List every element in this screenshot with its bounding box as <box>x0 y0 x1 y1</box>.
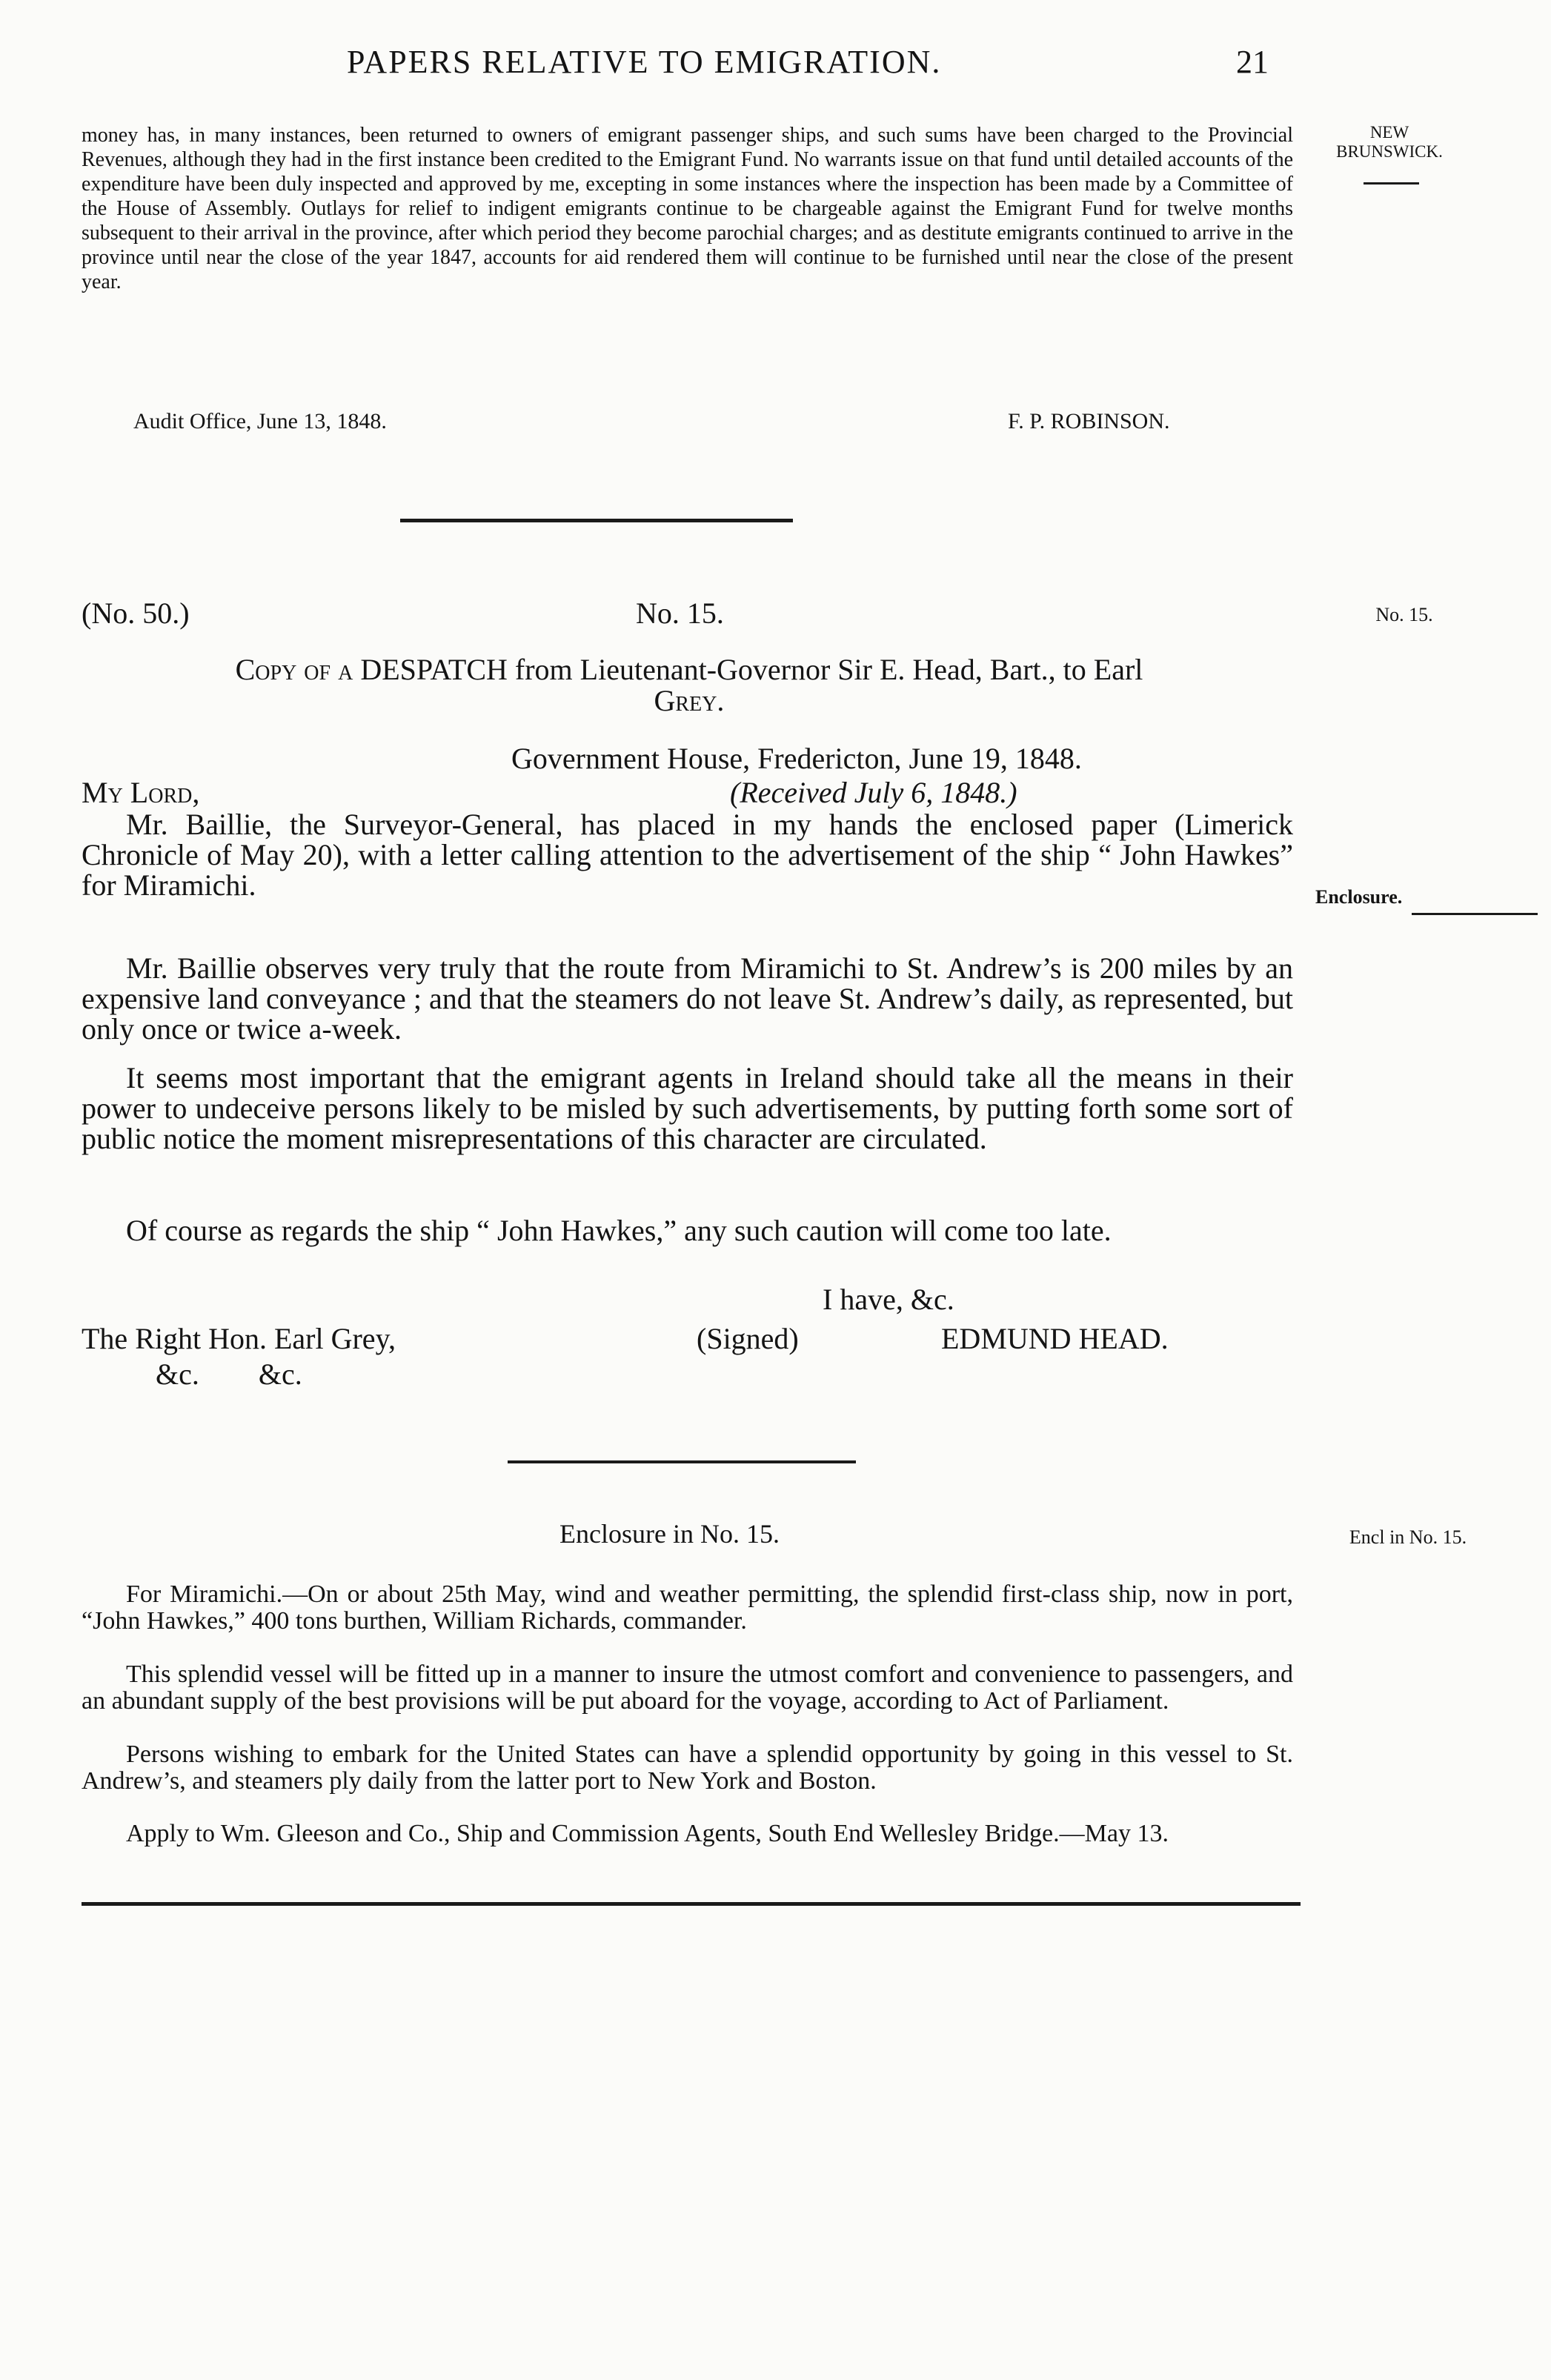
despatch-number: No. 15. <box>636 596 724 630</box>
robinson-signature: F. P. ROBINSON. <box>1008 409 1170 433</box>
despatch-paren-number: (No. 50.) <box>82 596 190 630</box>
despatch-title-main: DESPATCH from Lieutenant-Governor Sir E. Head, Bart., to Earl <box>360 653 1143 686</box>
despatch-location-date: Government House, Fredericton, June 19, 1848. <box>511 742 1082 775</box>
section-divider <box>400 519 793 522</box>
despatch-title <box>82 654 1297 685</box>
despatch-title-prefix: Copy of a <box>235 653 353 686</box>
margin-enclosure-number: Encl in No. 15. <box>1349 1526 1467 1548</box>
despatch-paragraph-2: Mr. Baillie observes very truly that the route from Miramichi to St. Andrew’s is 200 miles by an expensive land conveyance ; and that the steamers do not leave St. Andrew’s daily, as represented, but only once or twice a-week. <box>82 951 1293 1046</box>
section-divider-2 <box>508 1460 856 1463</box>
enclosure-paragraph-4: Apply to Wm. Gleeson and Co., Ship and Commission Agents, South End Wellesley Bridge.—May 13. <box>126 1820 1169 1847</box>
page-end-rule <box>82 1902 1301 1906</box>
page-number: 21 <box>1236 44 1269 80</box>
despatch-received: (Received July 6, 1848.) <box>730 776 1017 809</box>
despatch-title-line2: Grey. <box>654 684 725 717</box>
margin-enclosure-note: Enclosure. <box>1315 886 1403 908</box>
enclosure-paragraph-2: This splendid vessel will be fitted up in a manner to insure the utmost comfort and convenience to passengers, and an abundant supply of the best provisions will be put aboard for the voyage, according to Act of Parliament. <box>82 1661 1293 1715</box>
despatch-addressee: The Right Hon. Earl Grey, <box>82 1322 396 1355</box>
margin-despatch-number: No. 15. <box>1375 604 1433 625</box>
despatch-paragraph-4: Of course as regards the ship “ John Hawkes,” any such caution will come too late. <box>126 1214 1112 1247</box>
margin-note-new-brunswick: NEW BRUNSWICK. <box>1336 123 1443 161</box>
despatch-addressee-etc: &c. &c. <box>156 1357 302 1391</box>
despatch-signer: EDMUND HEAD. <box>941 1322 1169 1355</box>
continuation-paragraph: money has, in many instances, been returned to owners of emigrant passenger ships, and such sums have been charged to the Provincial Revenues, although they had in the first instance been credited to the Emigrant Fund. No warrants issue on that fund until detailed accounts of the expenditure have been duly inspected and approved by me, excepting in some instances where the inspection has been made by a Committee of the House of Assembly. Outlays for relief to indigent emigrants continue to be chargeable against the Emigrant Fund for twelve months subsequent to their arrival in the province, after which period they become parochial charges; and as destitute emigrants continued to arrive in the province until near the close of the year 1847, accounts for aid rendered them will continue to be furnished until near the close of the present year. <box>82 124 1293 293</box>
despatch-paragraph-3: It seems most important that the emigrant agents in Ireland should take all the means in their power to undeceive persons likely to be misled by such advertisements, by putting forth some sort of public notice the moment misrepresentations of this character are circulated. <box>82 1061 1293 1155</box>
page-header-title: PAPERS RELATIVE TO EMIGRATION. <box>347 44 942 80</box>
despatch-salutation: My Lord, <box>82 776 200 809</box>
enclosure-paragraph-3: Persons wishing to embark for the United States can have a splendid opportunity by going in this vessel to St. Andrew’s, and steamers ply daily from the latter port to New York and Boston. <box>82 1741 1293 1795</box>
margin-enclosure-rule <box>1412 913 1538 915</box>
despatch-closing: I have, &c. <box>823 1283 954 1316</box>
despatch-paragraph-1: Mr. Baillie, the Surveyor-General, has placed in my hands the enclosed paper (Limerick Chronicle of May 20), with a letter calling attention to the advertisement of the ship “ John Hawkes” for Miramichi. <box>82 808 1293 902</box>
margin-rule <box>1364 182 1419 185</box>
enclosure-heading: Enclosure in No. 15. <box>559 1519 780 1549</box>
enclosure-paragraph-1: For Miramichi.—On or about 25th May, wind and weather permitting, the splendid first-class ship, now in port, “John Hawkes,” 400 tons burthen, William Richards, commander. <box>82 1580 1293 1635</box>
audit-office-date: Audit Office, June 13, 1848. <box>133 409 387 433</box>
despatch-signed-label: (Signed) <box>697 1322 799 1355</box>
